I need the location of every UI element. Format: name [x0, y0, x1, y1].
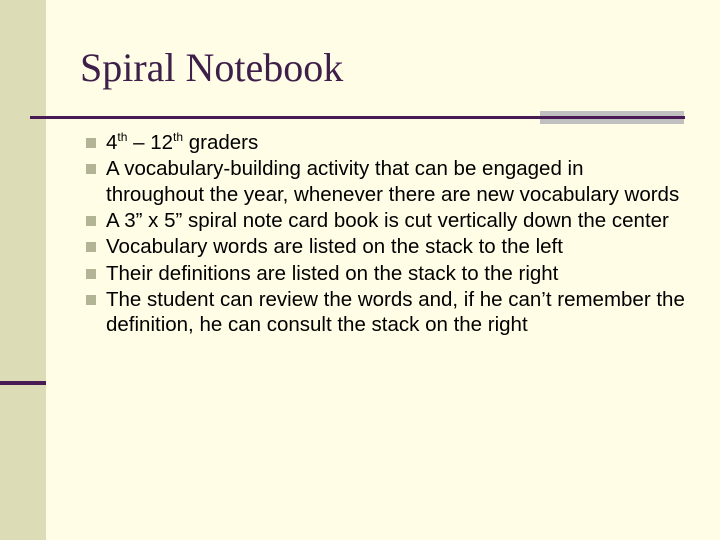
square-bullet-icon: [86, 138, 96, 148]
list-item: [86, 208, 686, 234]
square-bullet-icon: [86, 216, 96, 226]
list-item: [86, 130, 686, 156]
list-item: [86, 156, 686, 207]
bullet-list: [86, 130, 686, 339]
square-bullet-icon: [86, 242, 96, 252]
slide-title: Spiral Notebook: [80, 45, 344, 90]
bullet-text: Their definitions are listed on the stack to the right: [106, 261, 559, 285]
bullet-text-part: 4: [106, 131, 118, 154]
bullet-text: A vocabulary-building activity that can be engaged in throughout the year, whenever there are new vocabulary words: [106, 157, 680, 206]
bullet-text: Vocabulary words are listed on the stack to the left: [106, 235, 563, 259]
list-item: [86, 287, 686, 338]
bullet-text-part: graders: [183, 131, 259, 154]
list-item: [86, 261, 686, 287]
list-item: [86, 234, 686, 260]
square-bullet-icon: [86, 295, 96, 305]
square-bullet-icon: [86, 269, 96, 279]
bullet-text: The student can review the words and, if he can’t remember the definition, he can consult the stack on the right: [106, 287, 685, 337]
square-bullet-icon: [86, 164, 96, 174]
superscript-ordinal: th: [117, 130, 128, 145]
left-accent-bar: [0, 381, 46, 385]
bullet-text-part: – 12: [127, 131, 174, 154]
bullet-text: A 3” x 5” spiral note card book is cut vertically down the center: [106, 209, 669, 233]
left-decorative-band: [0, 0, 46, 540]
title-divider-accent-line: [540, 116, 684, 119]
superscript-ordinal: th: [173, 130, 184, 145]
